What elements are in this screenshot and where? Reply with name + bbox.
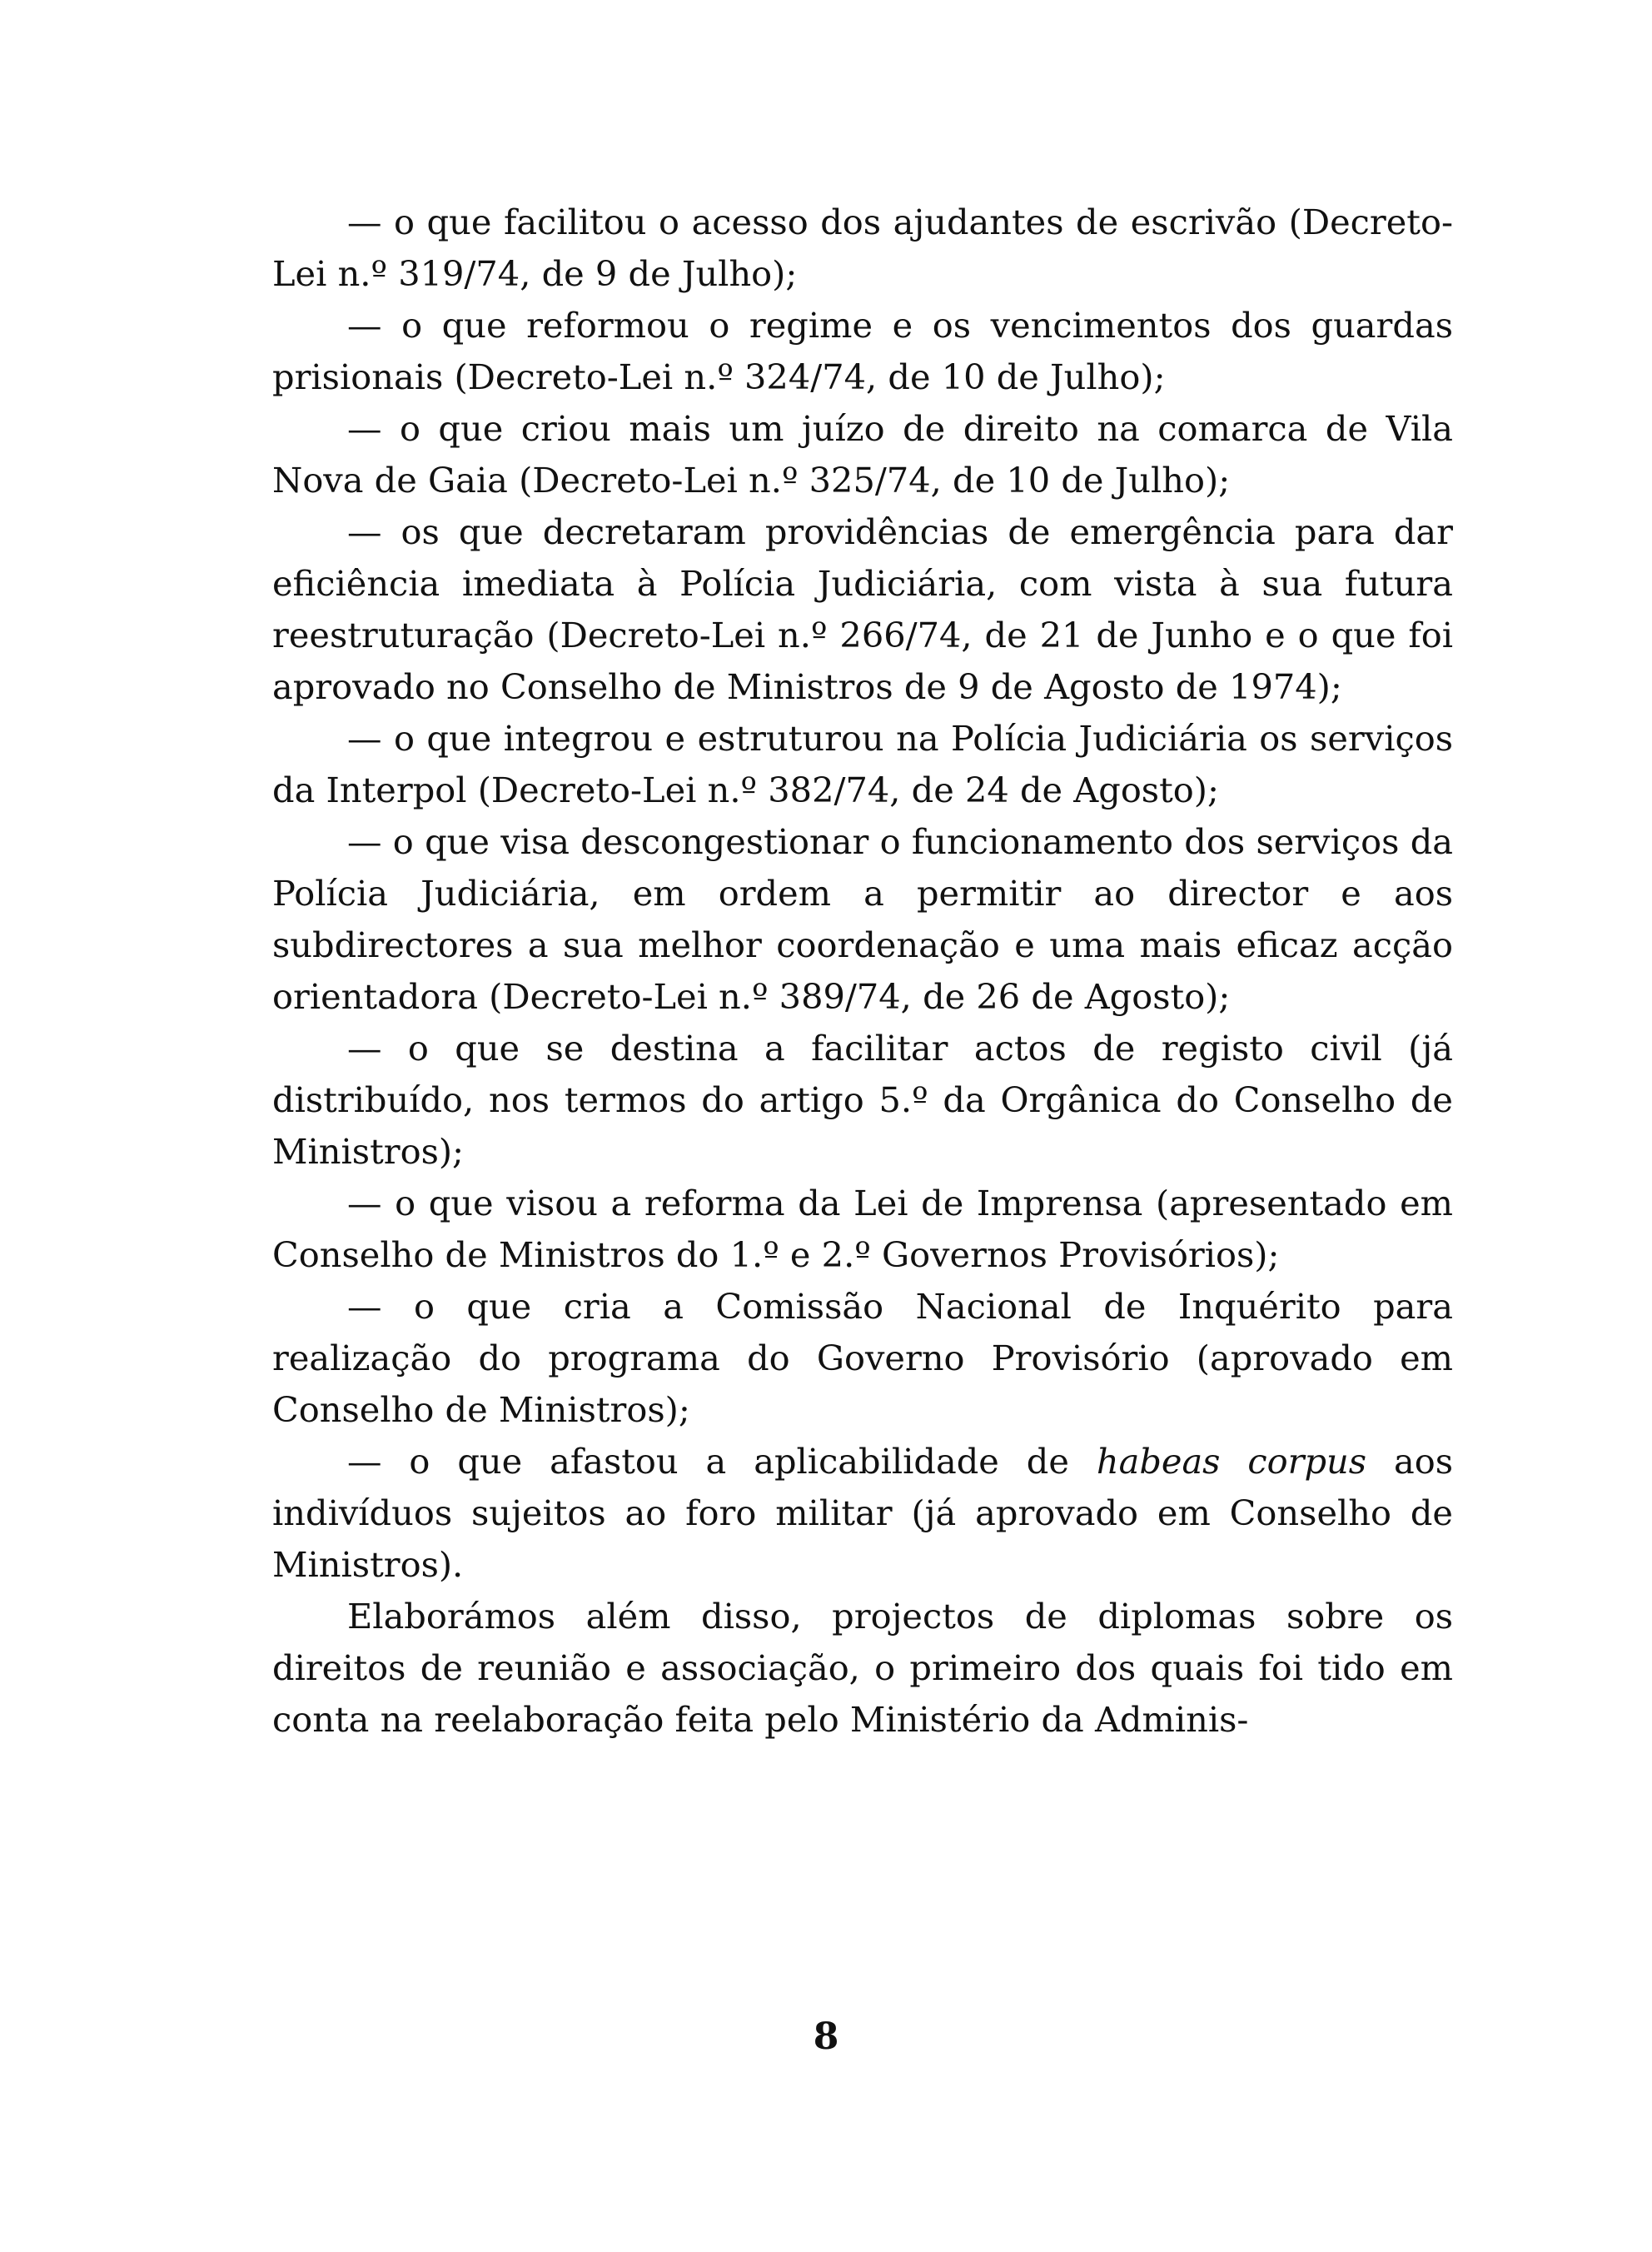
paragraph-decreto-266 [272, 506, 1453, 713]
paragraph-text: — o que visou a reforma da Lei de Imprensa (apresentado em Conselho de Ministros do 1.º e 2.º Governos Provisórios); [272, 1183, 1453, 1275]
paragraph-text: — o que criou mais um juízo de direito na comarca de Vila Nova de Gaia (Decreto-Lei n.º 325/74, de 10 de Julho); [272, 408, 1453, 501]
paragraph-text: aos indivíduos sujeitos ao foro militar (já aprovado em Conselho de Ministros). [272, 1441, 1454, 1585]
paragraph-comissao-inquerito [272, 1281, 1453, 1436]
paragraph-text: — o que visa descongestionar o funcionamento dos serviços da Polícia Judiciária, em ordem a permitir ao director e aos subdirectores a sua melhor coordenação e uma mais eficaz acção orientadora (Decreto-Lei n.º 389/74, de 26 de Agosto); [272, 821, 1453, 1017]
page-number: 8 [813, 2015, 839, 2058]
paragraph-text: — o que afastou a aplicabilidade de [347, 1441, 1097, 1482]
paragraph-habeas-corpus [272, 1436, 1453, 1591]
paragraph-decreto-325 [272, 403, 1453, 506]
paragraph-decreto-319 [272, 197, 1453, 300]
paragraph-text: — o que reformou o regime e os vencimentos dos guardas prisionais (Decreto-Lei n.º 324/74, de 10 de Julho); [272, 305, 1453, 397]
italic-term: habeas corpus [1096, 1441, 1367, 1482]
paragraph-text: — os que decretaram providências de emergência para dar eficiência imediata à Polícia Judiciária, com vista à sua futura reestruturação (Decreto-Lei n.º 266/74, de 21 de Junho e o que foi aprovado no Conselho de Ministros de 9 de Agosto de 1974); [272, 511, 1453, 707]
paragraph-text: Elaborámos além disso, projectos de diplomas sobre os direitos de reunião e associação, o primeiro dos quais foi tido em conta na reelaboração feita pelo Ministério da Adminis- [272, 1596, 1453, 1740]
paragraph-text: — o que facilitou o acesso dos ajudantes de escrivão (Decreto-Lei n.º 319/74, de 9 de Julho); [272, 202, 1453, 294]
paragraph-decreto-382 [272, 713, 1453, 816]
paragraph-text: — o que integrou e estruturou na Polícia Judiciária os serviços da Interpol (Decreto-Lei n.º 382/74, de 24 de Agosto); [272, 718, 1453, 810]
paragraph-lei-imprensa [272, 1178, 1453, 1281]
paragraph-text: — o que se destina a facilitar actos de registo civil (já distribuído, nos termos do artigo 5.º da Orgânica do Conselho de Ministros); [272, 1028, 1453, 1172]
paragraph-decreto-324 [272, 300, 1453, 403]
paragraph-text: — o que cria a Comissão Nacional de Inquérito para realização do programa do Governo Provisório (aprovado em Conselho de Ministros); [272, 1286, 1453, 1430]
paragraph-projectos-diplomas [272, 1591, 1453, 1746]
paragraph-registo-civil [272, 1023, 1453, 1178]
body-text [272, 197, 1453, 1746]
paragraph-decreto-389 [272, 816, 1453, 1023]
